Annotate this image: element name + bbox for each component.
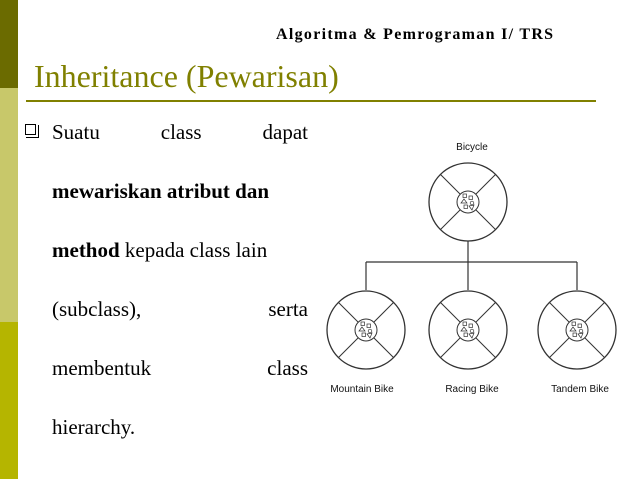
sidebar-band-bottom	[0, 322, 18, 479]
slide-title: Inheritance (Pewarisan)	[34, 58, 339, 94]
bullet-line-5	[52, 356, 308, 380]
bullet-line-2: mewariskan atribut dan	[52, 179, 270, 203]
course-header: Algoritma & Pemrograman I/ TRS	[276, 26, 555, 43]
square-bullet-icon	[25, 124, 36, 135]
bullet-line-4	[52, 297, 308, 321]
child-class-label: Racing Bike	[445, 384, 499, 395]
word: Suatu	[52, 120, 100, 144]
word: serta	[268, 297, 308, 321]
sidebar-band-middle	[0, 88, 18, 322]
child-class-label: Mountain Bike	[330, 384, 394, 395]
word: class	[160, 120, 202, 144]
racing-bike-object-icon	[429, 291, 507, 369]
bold-word: method	[52, 238, 120, 262]
word: dapat	[262, 120, 308, 144]
bullet-line-1	[52, 120, 308, 144]
child-class-label: Tandem Bike	[551, 384, 609, 395]
mountain-bike-object-icon	[327, 291, 405, 369]
class-hierarchy-diagram	[318, 130, 628, 402]
word: (subclass),	[52, 297, 142, 321]
line-text: kepada class lain	[119, 238, 268, 262]
parent-class-label: Bicycle	[456, 142, 488, 153]
bullet-line-3	[52, 238, 308, 262]
word: membentuk	[52, 356, 152, 380]
bullet-line-6: hierarchy.	[52, 415, 136, 439]
bicycle-object-icon	[429, 163, 507, 241]
word: class	[267, 356, 308, 380]
sidebar-band-top	[0, 0, 18, 88]
title-divider	[26, 100, 596, 102]
tandem-bike-object-icon	[538, 291, 616, 369]
